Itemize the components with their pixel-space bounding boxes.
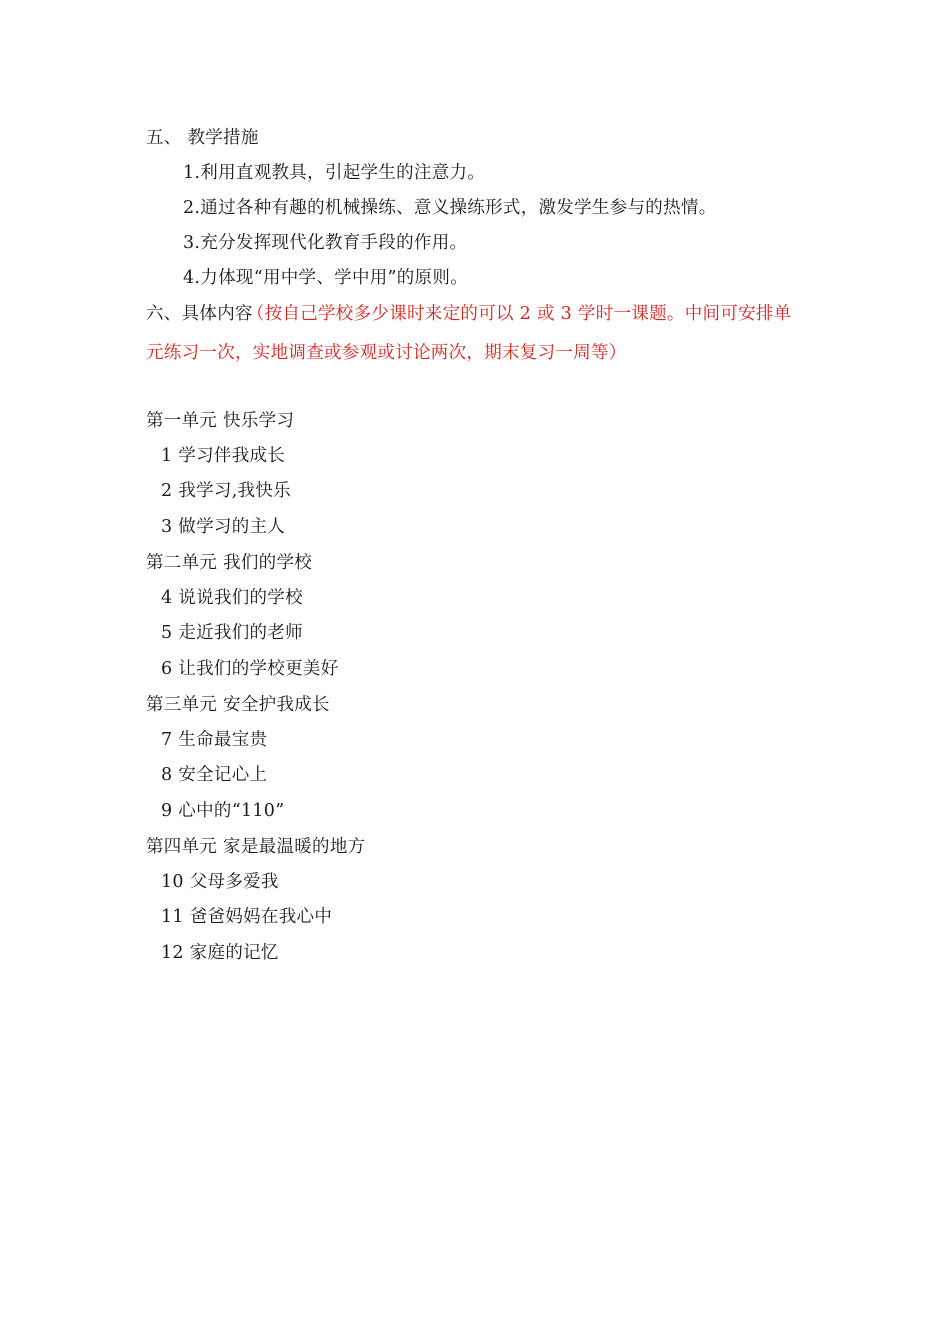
lesson-item: 11 爸爸妈妈在我心中 bbox=[161, 907, 333, 927]
section-5-heading: 五、 教学措施 bbox=[146, 128, 259, 148]
lesson-item: 1 学习伴我成长 bbox=[161, 446, 286, 466]
unit-3-title: 第三单元 安全护我成长 bbox=[146, 695, 330, 715]
lesson-item: 2 我学习,我快乐 bbox=[161, 481, 291, 501]
lesson-item: 8 安全记心上 bbox=[161, 765, 268, 785]
section-6-note-line1: （按自己学校多少课时来定的可以 2 或 3 学时一课题。中间可安排单 bbox=[246, 304, 792, 324]
lesson-item: 4 说说我们的学校 bbox=[161, 588, 303, 608]
measure-item-1: 1.利用直观教具，引起学生的注意力。 bbox=[183, 163, 486, 183]
lesson-item: 12 家庭的记忆 bbox=[161, 943, 279, 963]
measure-item-2: 2.通过各种有趣的机械操练、意义操练形式，激发学生参与的热情。 bbox=[183, 198, 717, 218]
lesson-item: 7 生命最宝贵 bbox=[161, 730, 268, 750]
lesson-item: 3 做学习的主人 bbox=[161, 517, 286, 537]
section-6-heading: 六、具体内容 bbox=[146, 304, 253, 324]
lesson-item: 9 心中的“110” bbox=[161, 801, 285, 821]
lesson-item: 5 走近我们的老师 bbox=[161, 623, 303, 643]
unit-4-title: 第四单元 家是最温暖的地方 bbox=[146, 837, 366, 857]
lesson-item: 6 让我们的学校更美好 bbox=[161, 659, 339, 679]
measure-item-4: 4.力体现“用中学、学中用”的原则。 bbox=[183, 268, 468, 288]
section-6-note-line2: 元练习一次，实地调查或参观或讨论两次，期末复习一周等） bbox=[146, 343, 627, 363]
section-6-heading-line bbox=[146, 303, 792, 325]
measure-item-3: 3.充分发挥现代化教育手段的作用。 bbox=[183, 233, 468, 253]
unit-2-title: 第二单元 我们的学校 bbox=[146, 553, 313, 573]
lesson-item: 10 父母多爱我 bbox=[161, 872, 279, 892]
unit-1-title: 第一单元 快乐学习 bbox=[146, 411, 295, 431]
